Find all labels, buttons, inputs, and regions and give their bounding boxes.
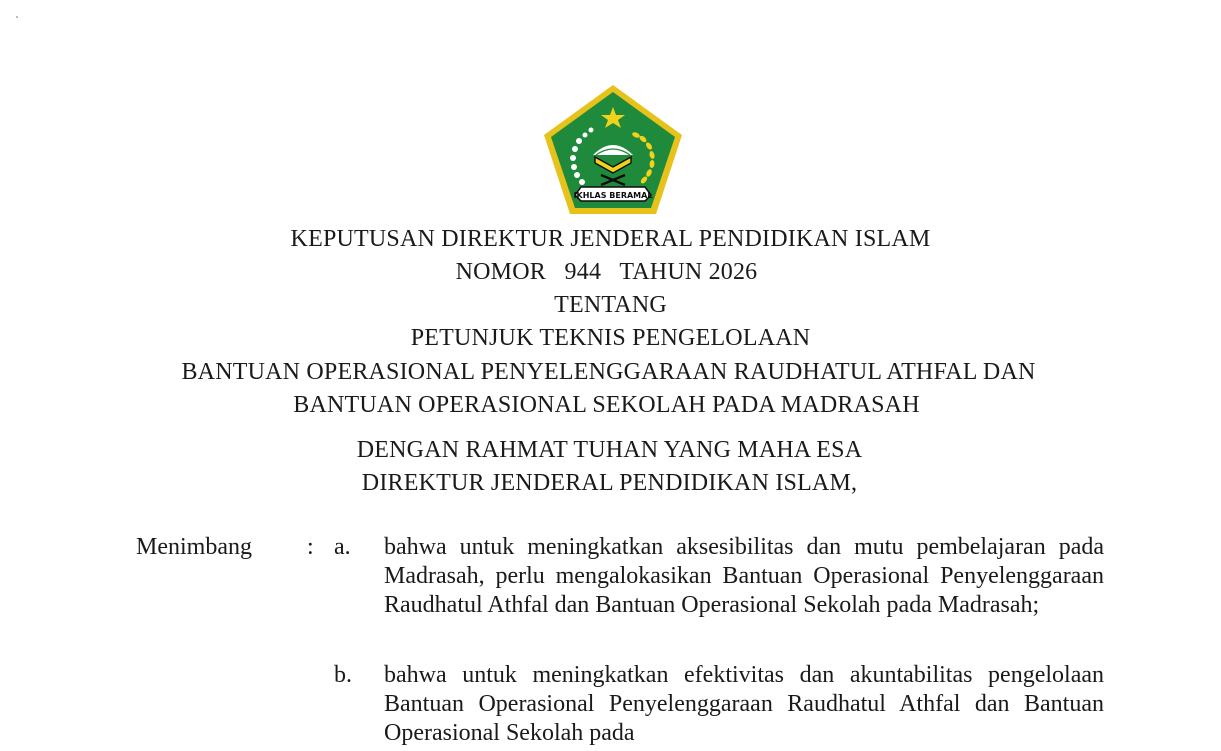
decree-title: KEPUTUSAN DIREKTUR JENDERAL PENDIDIKAN ISLAM [290,226,931,252]
considering-item-a-text: bahwa untuk meningkatkan aksesibilitas dan mutu pembelajaran pada Madrasah, perlu mengalokasikan Bantuan Operasional Penyelenggaraan Raudhatul Athfal dan Bantuan Operasional Sekolah pada Madrasah; [384,534,1104,618]
considering-item-b-text: bahwa untuk meningkatkan efektivitas dan akuntabilitas pengelolaan Bantuan Operasional Penyelenggaraan Raudhatul Athfal dan Bantuan Operasional Sekolah pada [384,662,1104,746]
decree-subject-line-2: BANTUAN OPERASIONAL PENYELENGGARAAN RAUDHATUL ATHFAL DAN [181,359,1036,385]
preamble-line-2: DIREKTUR JENDERAL PENDIDIKAN ISLAM, [361,470,858,496]
considering-item-a-marker: a. [334,534,351,560]
decree-number: NOMOR 944 TAHUN 2026 [455,259,758,285]
decree-about: TENTANG [554,292,667,318]
logo-motto: IKHLAS BERAMAL [573,191,653,200]
considering-item-b-marker: b. [334,662,352,688]
considering-label: Menimbang [136,534,252,560]
considering-colon: : [307,534,314,560]
preamble-line-1: DENGAN RAHMAT TUHAN YANG MAHA ESA [356,437,863,463]
decree-subject-line-1: PETUNJUK TEKNIS PENGELOLAAN [410,325,811,351]
ministry-of-religious-affairs-logo [541,83,685,216]
decree-subject-line-3: BANTUAN OPERASIONAL SEKOLAH PADA MADRASAH [293,392,920,418]
scan-speck [16,16,18,18]
